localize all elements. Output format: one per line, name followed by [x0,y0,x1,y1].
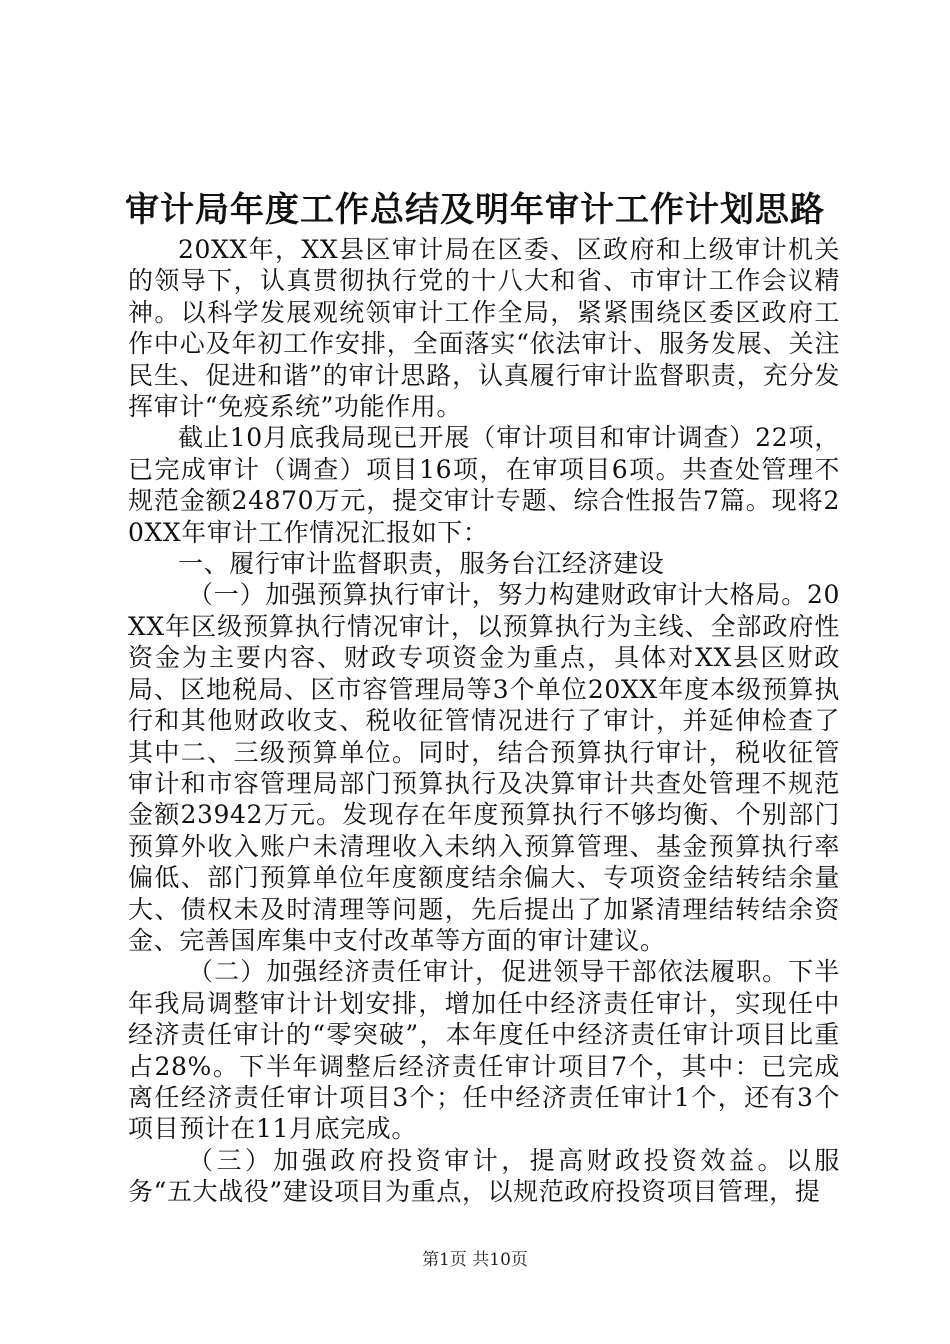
paragraph-economic-responsibility-audit: （二）加强经济责任审计，促进领导干部依法履职。下半年我局调整审计计划安排，增加任中经济责任审计，实现任中经济责任审计的“零突破”，本年度任中经济责任审计项目比重占28%。下半年调整后经济责任审计项目7个，其中：已完成离任经济责任审计项目3个；任中经济责任审计1个，还有3个项目预计在11月底完成。 [128,957,840,1144]
page-footer: 第1页 共10页 [422,1250,528,1270]
paragraph-investment-audit: （三）加强政府投资审计，提高财政投资效益。以服务“五大战役”建设项目为重点，以规范政府投资项目管理，提 [128,1145,840,1207]
paragraph-summary: 截止10月底我局现已开展（审计项目和审计调查）22项，已完成审计（调查）项目16项，在审项目6项。共查处管理不规范金额24870万元，提交审计专题、综合性报告7篇。现将20XX年审计工作情况汇报如下： [128,423,840,547]
paragraph-intro: 20XX年，XX县区审计局在区委、区政府和上级审计机关的领导下，认真贯彻执行党的十八大和省、市审计工作会议精神。以科学发展观统领审计工作全局，紧紧围绕区委区政府工作中心及年初工作安排，全面落实“依法审计、服务发展、关注民生、促进和谐”的审计思路，认真履行审计监督职责，充分发挥审计“免疫系统”功能作用。 [128,235,840,422]
document-body [128,234,840,1208]
paragraph-budget-audit: （一）加强预算执行审计，努力构建财政审计大格局。20XX年区级预算执行情况审计，以预算执行为主线、全部政府性资金为主要内容、财政专项资金为重点，具体对XX县区财政局、区地税局、区市容管理局等3个单位20XX年度本级预算执行和其他财政收支、税收征管情况进行了审计，并延伸检查了其中二、三级预算单位。同时，结合预算执行审计，税收征管审计和市容管理局部门预算执行及决算审计共查处管理不规范金额23942万元。发现存在年度预算执行不够均衡、个别部门预算外收入账户未清理收入未纳入预算管理、基金预算执行率偏低、部门预算单位年度额度结余偏大、专项资金结转结余量大、债权未及时清理等问题，先后提出了加紧清理结转结余资金、完善国库集中支付改革等方面的审计建议。 [128,580,840,955]
document-title: 审计局年度工作总结及明年审计工作计划思路 [125,190,825,230]
section-heading-1: 一、履行审计监督职责，服务台江经济建设 [178,549,665,579]
